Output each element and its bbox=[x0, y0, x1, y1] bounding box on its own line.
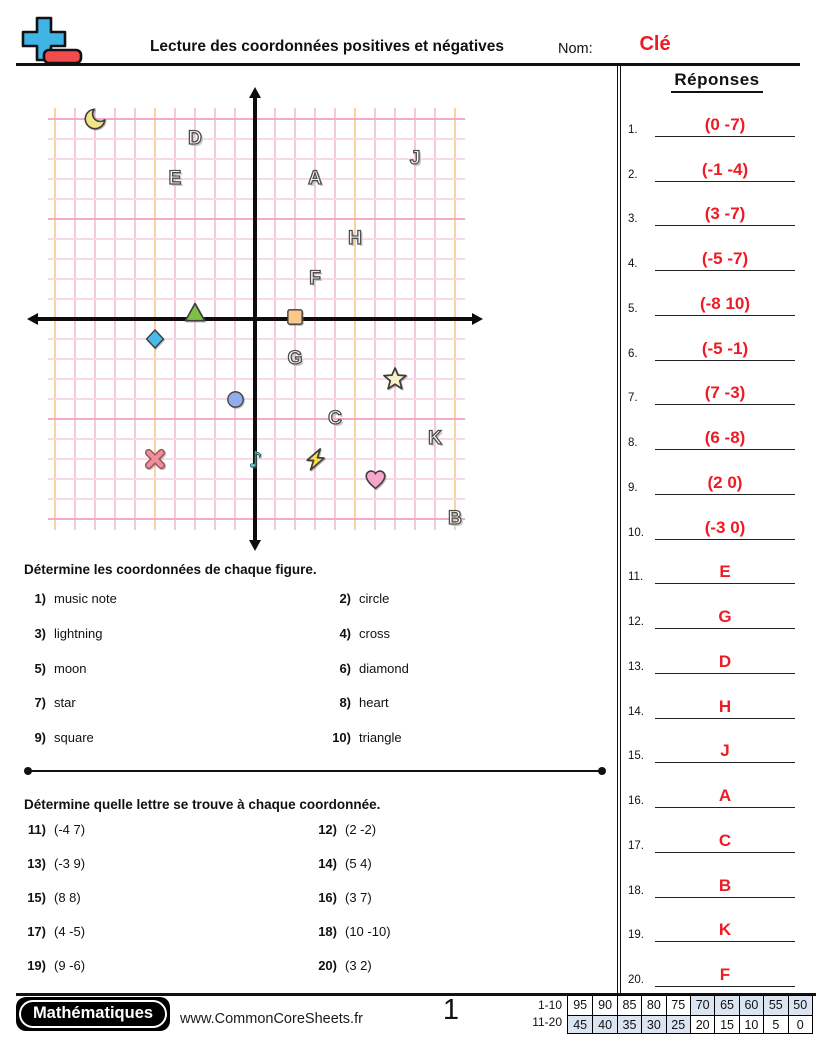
question-number: 4) bbox=[339, 625, 351, 641]
answer-item bbox=[626, 515, 798, 540]
answer-blank bbox=[655, 694, 795, 719]
score-cell: 35 bbox=[617, 1015, 641, 1033]
score-table bbox=[567, 995, 813, 1033]
question-text: moon bbox=[54, 660, 87, 676]
answer-number: 18. bbox=[628, 884, 644, 897]
grid-letter-D: D bbox=[188, 128, 202, 149]
answer-value: (6 -8) bbox=[704, 428, 746, 448]
question-number: 18) bbox=[318, 924, 337, 939]
answer-value: A bbox=[718, 786, 732, 806]
question-number: 8) bbox=[339, 695, 351, 711]
answer-number: 16. bbox=[628, 795, 644, 808]
score-cell: 90 bbox=[592, 996, 616, 1014]
question-number: 14) bbox=[318, 856, 337, 871]
grid-shape-square-icon bbox=[284, 306, 306, 328]
question-number: 20) bbox=[318, 958, 337, 973]
question-text: (10 -10) bbox=[345, 924, 391, 939]
score-cell: 30 bbox=[641, 1015, 665, 1033]
grid-letter-J: J bbox=[409, 148, 421, 169]
answer-blank bbox=[655, 291, 795, 316]
answer-value: (7 -3) bbox=[704, 383, 746, 403]
answer-item bbox=[626, 559, 798, 584]
score-cell: 15 bbox=[714, 1015, 738, 1033]
answer-item bbox=[626, 380, 798, 405]
answer-blank bbox=[655, 783, 795, 808]
score-cell: 75 bbox=[666, 996, 690, 1014]
answer-value: (-1 -4) bbox=[701, 159, 749, 179]
score-cell: 95 bbox=[573, 998, 588, 1013]
answer-number: 14. bbox=[628, 705, 644, 718]
answer-item bbox=[626, 157, 798, 182]
question-number: 13) bbox=[27, 856, 46, 871]
answer-number: 7. bbox=[628, 392, 638, 405]
answer-number: 8. bbox=[628, 437, 638, 450]
answer-blank bbox=[655, 873, 795, 898]
score-cell: 10 bbox=[739, 1015, 763, 1033]
math-badge-label: Mathématiques bbox=[19, 1000, 167, 1028]
answer-item bbox=[626, 649, 798, 674]
answer-item bbox=[626, 694, 798, 719]
grid-shape-diamond-icon bbox=[144, 328, 166, 350]
question-text: (3 2) bbox=[345, 958, 372, 973]
score-cell: 40 bbox=[592, 1015, 616, 1033]
answer-item bbox=[626, 336, 798, 361]
answer-blank bbox=[655, 112, 795, 137]
y-axis-up-arrow-icon bbox=[249, 87, 261, 98]
answer-item bbox=[626, 917, 798, 942]
grid-shape-triangle-icon bbox=[182, 299, 208, 325]
answer-blank bbox=[655, 738, 795, 763]
question-number: 3) bbox=[34, 625, 46, 641]
answer-value: H bbox=[718, 696, 732, 716]
score-cell: 60 bbox=[739, 996, 763, 1014]
answer-value: E bbox=[719, 562, 731, 582]
answer-value: (-3 0) bbox=[704, 517, 746, 537]
answer-value: J bbox=[720, 741, 730, 761]
answer-blank bbox=[655, 649, 795, 674]
divider-dot-left bbox=[24, 767, 32, 775]
page-number: 1 bbox=[442, 994, 460, 1026]
question-text: square bbox=[54, 730, 94, 746]
answer-item bbox=[626, 201, 798, 226]
answer-item bbox=[626, 470, 798, 495]
question-number: 15) bbox=[27, 890, 46, 905]
grid-shape-lightning-icon bbox=[302, 446, 329, 473]
section2-question-list bbox=[24, 822, 596, 992]
answer-number: 6. bbox=[628, 347, 638, 360]
answer-blank bbox=[655, 470, 795, 495]
question-text: triangle bbox=[359, 730, 402, 746]
answer-number: 19. bbox=[628, 929, 644, 942]
grid-letter-C: C bbox=[328, 408, 342, 429]
answer-blank bbox=[655, 425, 795, 450]
answer-value: B bbox=[718, 875, 732, 895]
question-number: 1) bbox=[34, 591, 46, 606]
question-text: (8 8) bbox=[54, 890, 81, 905]
section1-title: Détermine les coordonnées de chaque figure. bbox=[24, 562, 317, 577]
answer-item bbox=[626, 604, 798, 629]
answer-item bbox=[626, 246, 798, 271]
grid-letter-F: F bbox=[309, 268, 321, 289]
answer-item bbox=[626, 291, 798, 316]
score-cell: 45 bbox=[568, 1015, 592, 1033]
question-number: 7) bbox=[34, 695, 46, 711]
divider-dot-right bbox=[598, 767, 606, 775]
question-number: 19) bbox=[27, 958, 46, 973]
answer-item bbox=[626, 738, 798, 763]
y-axis-down-arrow-icon bbox=[249, 540, 261, 551]
grid-letter-G: G bbox=[287, 348, 303, 369]
question-number: 2) bbox=[339, 591, 351, 606]
question-text: (4 -5) bbox=[54, 924, 86, 939]
website-url: www.CommonCoreSheets.fr bbox=[180, 1011, 363, 1027]
answer-blank bbox=[655, 515, 795, 540]
x-axis-left-arrow-icon bbox=[27, 313, 38, 325]
grid-shape-cross-icon bbox=[143, 447, 167, 471]
question-text: (-3 9) bbox=[54, 856, 86, 871]
question-text: (9 -6) bbox=[54, 958, 86, 973]
question-number: 16) bbox=[318, 890, 337, 905]
sidebar-divider-rule bbox=[617, 65, 622, 996]
answer-value: (0 -7) bbox=[704, 115, 746, 134]
question-number: 9) bbox=[34, 730, 46, 746]
answer-number: 3. bbox=[628, 213, 638, 226]
score-range-label-2: 11-20 bbox=[532, 1015, 562, 1029]
answer-blank bbox=[655, 917, 795, 942]
answer-value: G bbox=[718, 607, 732, 627]
answer-item bbox=[626, 783, 798, 808]
answer-blank bbox=[655, 201, 795, 226]
question-number: 17) bbox=[27, 924, 46, 939]
answer-blank bbox=[655, 962, 795, 987]
question-number: 11) bbox=[27, 822, 46, 837]
answer-number: 20. bbox=[628, 974, 644, 987]
answer-item bbox=[626, 425, 798, 450]
score-cell: 70 bbox=[690, 996, 714, 1014]
score-cell: 25 bbox=[666, 1015, 690, 1033]
score-range-label-1: 1-10 bbox=[537, 997, 562, 1012]
score-cell: 55 bbox=[763, 996, 787, 1014]
question-text: circle bbox=[359, 591, 390, 606]
answer-blank bbox=[655, 828, 795, 853]
question-text: (2 -2) bbox=[345, 822, 377, 837]
question-text: (-4 7) bbox=[54, 822, 86, 837]
answer-value: (2 0) bbox=[707, 472, 743, 492]
grid-letter-E: E bbox=[168, 168, 182, 189]
answer-number: 9. bbox=[628, 481, 638, 494]
score-cell: 85 bbox=[617, 996, 641, 1014]
answer-number: 17. bbox=[628, 839, 644, 852]
score-cell: 50 bbox=[788, 996, 812, 1014]
section1-question-list bbox=[24, 591, 596, 765]
score-cell: 5 bbox=[763, 1015, 787, 1033]
answer-number: 13. bbox=[628, 660, 644, 673]
grid-shape-heart-icon bbox=[363, 467, 388, 492]
answer-blank bbox=[655, 246, 795, 271]
answer-blank bbox=[655, 559, 795, 584]
answer-value: K bbox=[718, 920, 732, 940]
score-cell: 20 bbox=[690, 1015, 714, 1033]
answer-blank bbox=[655, 157, 795, 182]
question-text: lightning bbox=[54, 625, 103, 641]
grid-shape-moon-icon bbox=[82, 106, 108, 132]
question-number: 6) bbox=[339, 660, 351, 676]
answer-value: F bbox=[719, 965, 731, 985]
grid-letter-K: K bbox=[428, 428, 442, 449]
answer-value: D bbox=[718, 651, 732, 671]
answer-number: 15. bbox=[628, 750, 644, 763]
score-cell: 0 bbox=[788, 1015, 812, 1033]
y-axis bbox=[253, 96, 256, 542]
answers-title: Réponses bbox=[622, 70, 812, 93]
math-badge bbox=[16, 997, 170, 1031]
question-text: (3 7) bbox=[345, 890, 372, 905]
answer-value: C bbox=[718, 830, 732, 850]
answer-item bbox=[626, 962, 798, 987]
grid-letter-H: H bbox=[348, 228, 362, 249]
score-cell: 80 bbox=[641, 996, 665, 1014]
answer-item bbox=[626, 873, 798, 898]
answer-item bbox=[626, 112, 798, 137]
answer-blank bbox=[655, 604, 795, 629]
answer-value: (-8 10) bbox=[699, 293, 751, 313]
answer-number: 10. bbox=[628, 526, 644, 539]
question-number: 12) bbox=[318, 822, 337, 837]
worksheet-title: Lecture des coordonnées positives et négatives bbox=[149, 38, 505, 55]
name-label: Nom: bbox=[558, 41, 593, 57]
answer-value: (3 -7) bbox=[704, 204, 746, 224]
question-text: (5 4) bbox=[345, 856, 372, 871]
question-text: cross bbox=[359, 625, 391, 641]
grid-shape-star-icon bbox=[381, 365, 409, 393]
question-text: star bbox=[54, 695, 76, 711]
answer-value: (-5 -1) bbox=[701, 338, 749, 358]
question-text: music note bbox=[54, 591, 117, 606]
x-axis-right-arrow-icon bbox=[472, 313, 483, 325]
answer-value: (-5 -7) bbox=[701, 249, 749, 269]
answer-item bbox=[626, 828, 798, 853]
score-cell: 65 bbox=[714, 996, 738, 1014]
answer-key-value: Clé bbox=[639, 33, 671, 55]
grid-shape-music-note-icon bbox=[243, 447, 267, 471]
grid-shape-circle-icon bbox=[225, 389, 246, 410]
header-rule bbox=[16, 63, 800, 65]
question-text: heart bbox=[359, 695, 389, 711]
plus-minus-logo-icon bbox=[12, 14, 84, 71]
svg-text:♪: ♪ bbox=[248, 448, 263, 473]
question-text: diamond bbox=[359, 660, 409, 676]
grid-letter-A: A bbox=[308, 168, 322, 189]
answer-number: 11. bbox=[628, 571, 644, 584]
answer-number: 1. bbox=[628, 124, 638, 136]
grid-letter-B: B bbox=[448, 508, 462, 529]
question-number: 5) bbox=[34, 660, 46, 676]
answer-blank bbox=[655, 336, 795, 361]
section-divider bbox=[26, 770, 604, 772]
answer-number: 5. bbox=[628, 302, 638, 315]
answer-number: 2. bbox=[628, 168, 638, 181]
answer-blank bbox=[655, 380, 795, 405]
section2-title: Détermine quelle lettre se trouve à chaque coordonnée. bbox=[24, 797, 381, 812]
answer-number: 12. bbox=[628, 616, 644, 629]
answer-number: 4. bbox=[628, 258, 638, 271]
question-number: 10) bbox=[332, 730, 351, 746]
